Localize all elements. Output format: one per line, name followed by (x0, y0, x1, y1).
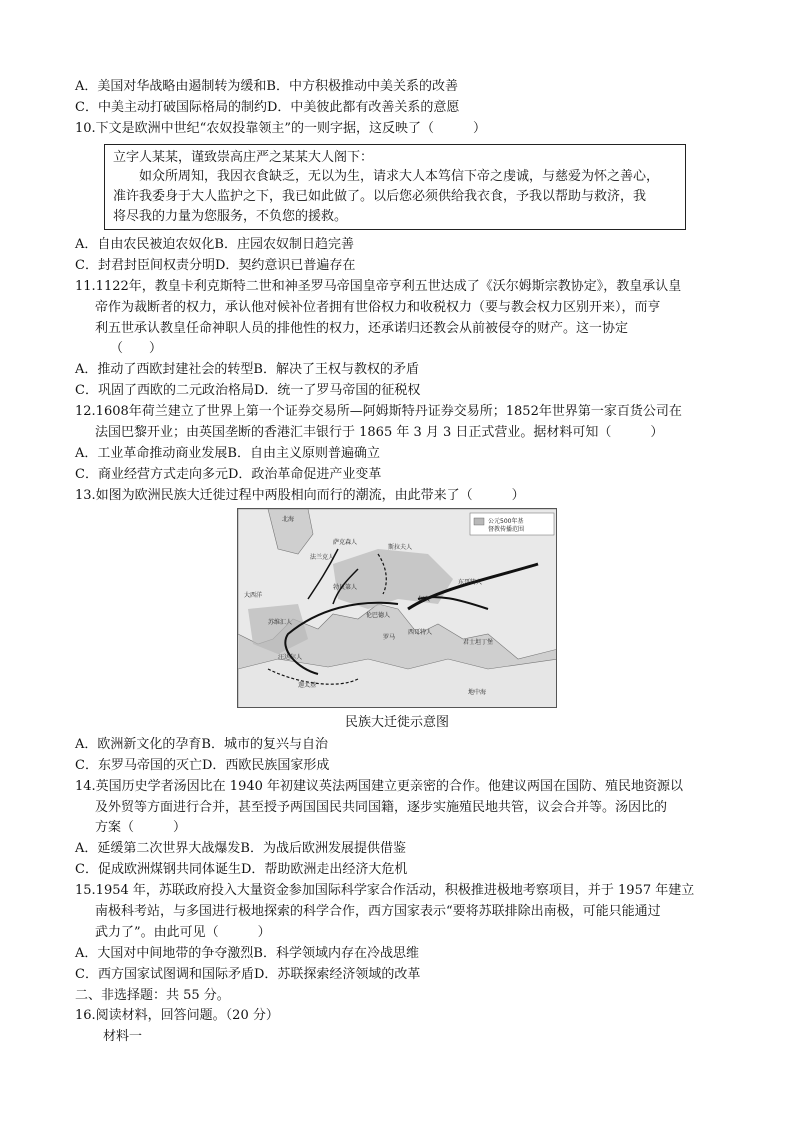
q15-stem: 南极科考站，与多国进行极地探索的科学合作，西方国家表示“要将苏联排除出南极，可能只能通过 (95, 904, 661, 919)
q14-option-ab: A．延缓第二次世界大战爆发B．为战后欧洲发展提供借鉴 (75, 841, 406, 856)
q11-option-ab: A．推动了西欧封建社会的转型B．解决了王权与教权的矛盾 (75, 362, 419, 377)
q11-stem: （ ） (110, 341, 163, 356)
q11-option-cd: C．巩固了西欧的二元政治格局D．统一了罗马帝国的征税权 (75, 383, 421, 398)
q12-stem: 法国巴黎开业；由英国垄断的香港汇丰银行于 1865 年 3 月 3 日正式营业。据材料可知（ ） (95, 425, 664, 440)
q12-stem: 12.1608年荷兰建立了世界上第一个证券交易所—阿姆斯特丹证券交易所；1852年世界第一家百货公司在 (75, 404, 682, 419)
q11-stem: 帝作为裁断者的权力，承认他对候补位者拥有世俗权力和收税权力（要与教会权力区别开来），而亨 (95, 300, 661, 315)
quote-line: 准许我委身于大人监护之下，我已如此做了。以后您必须供给我衣食，予我以帮助与救济，我 (113, 189, 647, 204)
q9-option-ab: A．美国对华战略由遏制转为缓和B．中方积极推动中美关系的改善 (75, 79, 458, 94)
migration-map (237, 508, 557, 708)
map-label: 北海 (282, 516, 295, 523)
quote-line: 立字人某某，谨致崇高庄严之某某大人阁下： (113, 150, 374, 165)
map-label: 苏维汇人 (268, 619, 293, 626)
map-label: 勃艮第人 (333, 584, 358, 591)
q10-stem: 10.下文是欧洲中世纪“农奴投靠领主”的一则字据，这反映了（ ） (75, 121, 486, 136)
q13-option-ab: A．欧洲新文化的孕育B．城市的复兴与自治 (75, 737, 328, 752)
q16-stem: 16.阅读材料，回答问题。（20 分） (75, 1008, 279, 1023)
map-caption: 民族大迁徙示意图 (344, 715, 449, 730)
q11-stem: 利五世承认教皇任命神职人员的排他性的权力，还承诺归还教会从前被侵夺的财产。这一协定 (95, 321, 629, 336)
map-label: 匈人 (418, 596, 431, 603)
map-label: 罗马 (383, 634, 396, 641)
legend-swatch (474, 518, 484, 525)
q14-stem: 及外贸等方面进行合并，甚至授予两国国民共同国籍，逐步实施殖民地共管，议会合并等。汤因比的 (95, 800, 668, 815)
map-label: 大西洋 (244, 592, 263, 599)
q11-stem: 11.1122年，教皇卡利克斯特二世和神圣罗马帝国皇帝亨利五世达成了《沃尔姆斯宗教协定》，教皇承认皇 (75, 279, 682, 294)
q14-option-cd: C．促成欧洲煤钢共同体诞生D．帮助欧洲走出经济大危机 (75, 862, 408, 877)
map-label: 地中海 (468, 689, 487, 696)
q12-option-ab: A．工业革命推动商业发展B．自由主义原则普遍确立 (75, 446, 380, 461)
land-africa (238, 659, 557, 708)
section-heading: 二、非选择题：共 55 分。 (75, 988, 230, 1003)
q10-option-ab: A．自由农民被迫农奴化B．庄园农奴制日趋完善 (75, 237, 354, 252)
legend-text: 督教传播范围 (488, 526, 525, 533)
map-label: 西哥特人 (408, 629, 433, 636)
q10-option-cd: C．封君封臣间权责分明D．契约意识已普遍存在 (75, 258, 356, 273)
q9-option-cd: C．中美主动打破国际格局的制约D．中美彼此都有改善关系的意愿 (75, 100, 460, 115)
q14-stem: 14.英国历史学者汤因比在 1940 年初建议英法两国建立更亲密的合作。他建议两国在国防、殖民地资源以 (75, 779, 684, 794)
map-label: 君士坦丁堡 (463, 639, 494, 646)
map-label: 萨克森人 (333, 539, 358, 546)
quote-line: 如众所周知，我因衣食缺乏，无以为生，请求大人本笃信下帝之虔诚，与慈爱为怀之善心， (113, 169, 660, 184)
q16-material: 材料一 (103, 1029, 143, 1044)
q15-option-ab: A．大国对中间地带的争夺激烈B．科学领域内存在冷战思维 (75, 946, 419, 961)
legend-text: 公元500年基 (488, 518, 524, 525)
quote-line: 将尽我的力量为您服务，不负您的援救。 (113, 209, 348, 224)
q13-option-cd: C．东罗马帝国的灭亡D．西欧民族国家形成 (75, 758, 330, 773)
map-label: 迦太基 (298, 682, 317, 689)
q15-stem: 武力了”。由此可见（ ） (95, 925, 271, 940)
q13-stem: 13.如图为欧洲民族大迁徙过程中两股相向而行的潮流，由此带来了（ ） (75, 488, 525, 503)
q14-stem: 方案（ ） (95, 820, 187, 835)
map-label: 伦巴德人 (366, 612, 391, 619)
map-label: 法兰克人 (310, 554, 335, 561)
map-label: 汪达尔人 (278, 654, 303, 661)
q15-stem: 15.1954 年，苏联政府投入大量资金参加国际科学家合作活动，积极推进极地考察项目，并于 1957 年建立 (75, 883, 695, 898)
q15-option-cd: C．西方国家试图调和国际矛盾D．苏联探索经济领域的改革 (75, 967, 421, 982)
map-label: 东哥特人 (458, 579, 483, 586)
q10-quote-box (104, 144, 686, 230)
map-figure (238, 509, 557, 708)
q12-option-cd: C．商业经营方式走向多元D．政治革命促进产业变革 (75, 467, 382, 482)
map-label: 斯拉夫人 (388, 544, 413, 551)
